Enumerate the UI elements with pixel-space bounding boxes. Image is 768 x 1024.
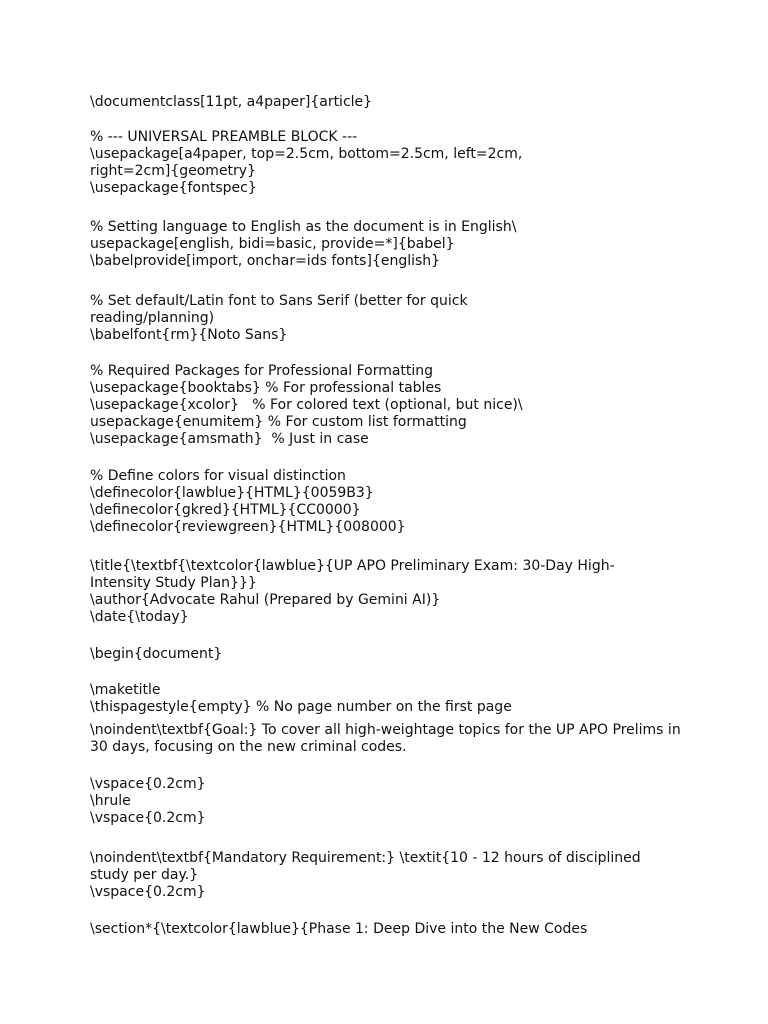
title-block — [90, 558, 690, 626]
text-line: usepackage[english, bidi=basic, provide=*]{babel} — [90, 236, 455, 252]
text-line: \definecolor{reviewgreen}{HTML}{008000} — [90, 519, 406, 535]
text-line: \vspace{0.2cm} — [90, 884, 206, 900]
text-line: 30 days, focusing on the new criminal codes. — [90, 739, 407, 755]
text-line: \thispagestyle{empty} % No page number on the first page — [90, 699, 512, 715]
font-block — [90, 293, 690, 344]
section-block — [90, 921, 690, 938]
text-line: \vspace{0.2cm} — [90, 810, 206, 826]
text-line: \documentclass[11pt, a4paper]{article} — [90, 94, 373, 110]
text-line: \usepackage{amsmath} % Just in case — [90, 431, 369, 447]
text-line: \title{\textbf{\textcolor{lawblue}{UP APO Preliminary Exam: 30-Day High- — [90, 558, 615, 574]
text-line: \maketitle — [90, 682, 161, 698]
text-line: \babelprovide[import, onchar=ids fonts]{english} — [90, 253, 441, 269]
text-line: \author{Advocate Rahul (Prepared by Gemini AI)} — [90, 592, 441, 608]
text-line: \usepackage[a4paper, top=2.5cm, bottom=2.5cm, left=2cm, — [90, 146, 523, 162]
text-line: \date{\today} — [90, 609, 189, 625]
requirement-block — [90, 850, 690, 901]
goal-block — [90, 722, 690, 756]
begin-document-block — [90, 646, 690, 663]
text-line: % Setting language to English as the document is in English\ — [90, 219, 517, 235]
text-line: \definecolor{gkred}{HTML}{CC0000} — [90, 502, 361, 518]
language-block — [90, 219, 690, 270]
text-line: \usepackage{booktabs} % For professional tables — [90, 380, 442, 396]
text-line: \begin{document} — [90, 646, 223, 662]
text-line: \usepackage{fontspec} — [90, 180, 257, 196]
text-line: % --- UNIVERSAL PREAMBLE BLOCK --- — [90, 129, 358, 145]
maketitle-block — [90, 682, 690, 716]
colors-block — [90, 468, 690, 536]
spacing-block — [90, 776, 690, 827]
text-line: % Required Packages for Professional Formatting — [90, 363, 434, 379]
text-line: % Set default/Latin font to Sans Serif (better for quick — [90, 293, 468, 309]
packages-block — [90, 363, 690, 448]
text-line: \hrule — [90, 793, 131, 809]
text-line: \noindent\textbf{Goal:} To cover all high-weightage topics for the UP APO Prelims in — [90, 722, 681, 738]
text-line: \babelfont{rm}{Noto Sans} — [90, 327, 288, 343]
text-line: \noindent\textbf{Mandatory Requirement:} \textit{10 - 12 hours of disciplined — [90, 850, 641, 866]
text-line: % Define colors for visual distinction — [90, 468, 346, 484]
text-line: Intensity Study Plan}}} — [90, 575, 257, 591]
text-line: right=2cm]{geometry} — [90, 163, 256, 179]
documentclass-block — [90, 94, 690, 111]
text-line: study per day.} — [90, 867, 199, 883]
text-line: \usepackage{xcolor} % For colored text (optional, but nice)\ — [90, 397, 523, 413]
text-line: \definecolor{lawblue}{HTML}{0059B3} — [90, 485, 374, 501]
text-line: \section*{\textcolor{lawblue}{Phase 1: Deep Dive into the New Codes — [90, 921, 588, 937]
text-line: usepackage{enumitem} % For custom list formatting — [90, 414, 467, 430]
preamble-block — [90, 129, 690, 197]
text-line: \vspace{0.2cm} — [90, 776, 206, 792]
text-line: reading/planning) — [90, 310, 215, 326]
